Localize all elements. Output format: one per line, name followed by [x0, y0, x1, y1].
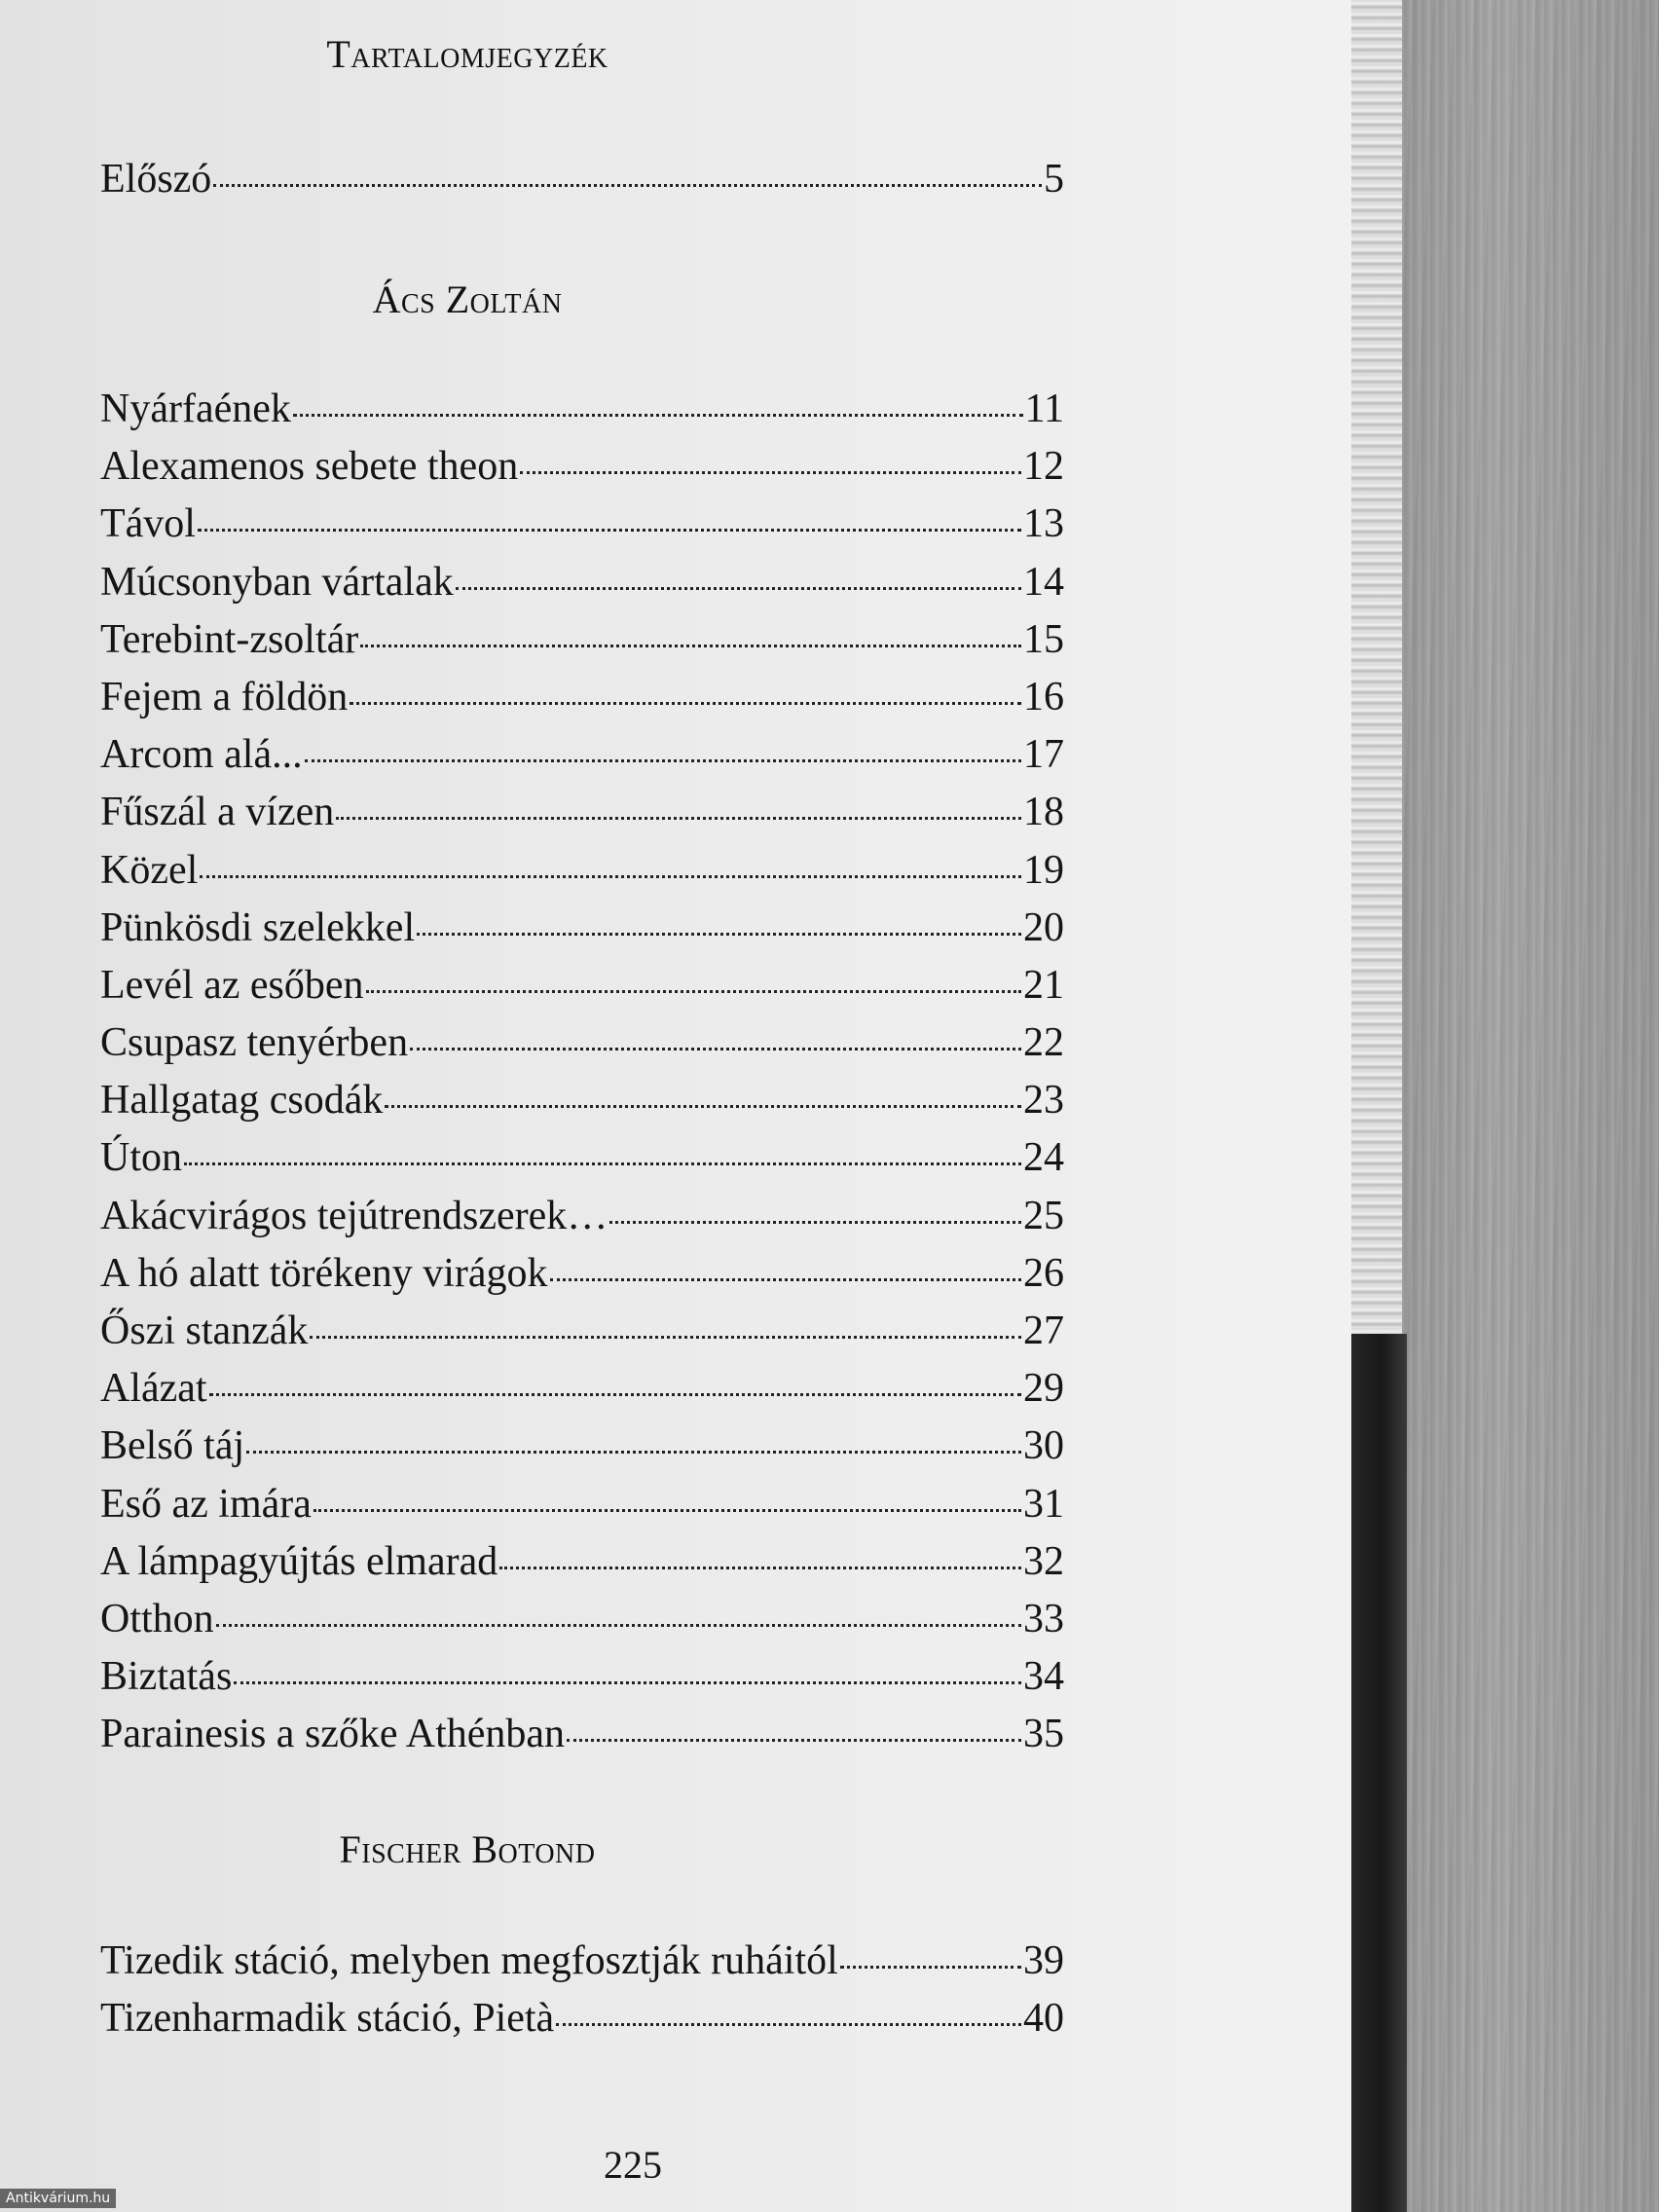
author-heading-acs: Ács Zoltán	[372, 277, 563, 321]
entry-title: A hó alatt törékeny virágok	[100, 1250, 548, 1296]
entry-title: Őszi stanzák	[100, 1309, 309, 1353]
entry-page: 29	[1023, 1366, 1064, 1412]
dot-leader	[410, 1048, 1021, 1051]
toc-row	[100, 962, 1064, 1019]
toc-row	[100, 616, 1064, 674]
entry-page: 27	[1023, 1309, 1064, 1353]
entry-page: 5	[1044, 157, 1064, 202]
watermark: Antikvárium.hu	[0, 2189, 116, 2208]
entry-title: Közel	[100, 847, 199, 893]
entry-page: 17	[1023, 732, 1064, 778]
entry-page: 21	[1023, 962, 1064, 1008]
dot-leader	[385, 1105, 1021, 1108]
toc-row	[100, 386, 1064, 443]
entry-title: Fűszál a vízen	[100, 790, 335, 835]
dot-leader	[417, 933, 1021, 936]
entry-page: 25	[1023, 1193, 1064, 1238]
toc-list-acs	[100, 386, 1064, 1769]
entry-title: Előszó	[100, 157, 212, 202]
dot-leader	[556, 2023, 1021, 2026]
entry-title: Otthon	[100, 1596, 214, 1641]
dot-leader	[360, 645, 1021, 647]
toc-list-fischer	[100, 1937, 1064, 2052]
toc-row	[100, 1711, 1064, 1768]
dot-leader	[336, 817, 1021, 820]
entry-title: Hallgatag csodák	[100, 1078, 384, 1124]
dot-leader	[609, 1221, 1021, 1224]
dot-leader	[234, 1681, 1021, 1684]
dot-leader	[366, 990, 1021, 993]
entry-page: 31	[1023, 1481, 1064, 1527]
dot-leader	[305, 759, 1021, 762]
toc-row	[100, 1995, 1064, 2052]
entry-page: 26	[1023, 1250, 1064, 1296]
toc-heading: Tartalomjegyzék	[326, 32, 608, 76]
entry-title: Biztatás	[100, 1654, 233, 1700]
entry-page: 32	[1023, 1538, 1064, 1584]
entry-page: 13	[1023, 501, 1064, 547]
entry-title: Pünkösdi szelekkel	[100, 904, 416, 950]
dot-leader	[350, 702, 1021, 705]
toc-row	[100, 1538, 1064, 1596]
entry-title: Alázat	[100, 1366, 207, 1412]
entry-page: 24	[1023, 1135, 1064, 1181]
entry-title: Tizedik stáció, melyben megfosztják ruháitól	[100, 1938, 838, 1983]
dot-leader	[499, 1567, 1021, 1569]
dot-leader	[293, 414, 1023, 417]
entry-title: Akácvirágos tejútrendszerek…	[100, 1193, 608, 1238]
wood-background	[1392, 0, 1659, 2212]
entry-page: 30	[1023, 1423, 1064, 1469]
entry-page: 14	[1023, 559, 1064, 605]
entry-page: 40	[1023, 1996, 1064, 2042]
entry-page: 12	[1023, 444, 1064, 490]
toc-row	[100, 1193, 1064, 1250]
author-heading-fischer: Fischer Botond	[339, 1827, 596, 1871]
page-number: 225	[604, 2143, 662, 2187]
entry-title: Úton	[100, 1135, 182, 1181]
entry-title: A lámpagyújtás elmarad	[100, 1538, 498, 1584]
toc-row	[100, 1134, 1064, 1192]
entry-title: Arcom alá...	[100, 732, 303, 778]
toc-row	[100, 1481, 1064, 1538]
entry-page: 23	[1023, 1078, 1064, 1124]
entry-page: 39	[1023, 1938, 1064, 1983]
entry-title: Alexamenos sebete theon	[100, 444, 519, 490]
toc-row	[100, 674, 1064, 731]
toc-row	[100, 789, 1064, 846]
dot-leader	[216, 1624, 1021, 1627]
entry-title: Terebint-zsoltár	[100, 616, 359, 662]
toc-row	[100, 1937, 1064, 1995]
dot-leader	[200, 875, 1021, 878]
preface-entry	[100, 156, 1064, 213]
entry-page: 22	[1023, 1020, 1064, 1066]
entry-page: 34	[1023, 1654, 1064, 1700]
toc-row	[100, 443, 1064, 500]
entry-page: 11	[1024, 387, 1064, 431]
entry-title: Távol	[100, 501, 196, 547]
entry-page: 15	[1023, 616, 1064, 662]
toc-row	[100, 156, 1064, 213]
toc-row	[100, 559, 1064, 616]
book-cover-edge	[1344, 1334, 1407, 2212]
toc-row	[100, 1365, 1064, 1422]
entry-page: 35	[1023, 1712, 1064, 1757]
toc-row	[100, 1019, 1064, 1077]
entry-page: 16	[1023, 674, 1064, 719]
entry-page: 18	[1023, 790, 1064, 835]
toc-row	[100, 1596, 1064, 1653]
entry-title: Belső táj	[100, 1423, 245, 1469]
dot-leader	[213, 184, 1042, 187]
dot-leader	[456, 587, 1021, 590]
dot-leader	[520, 471, 1021, 474]
dot-leader	[310, 1336, 1021, 1339]
entry-title: Nyárfaének	[100, 387, 291, 431]
dot-leader	[184, 1162, 1021, 1165]
entry-title: Fejem a földön	[100, 674, 349, 719]
toc-row	[100, 847, 1064, 904]
entry-title: Eső az imára	[100, 1481, 312, 1527]
dot-leader	[567, 1739, 1021, 1742]
entry-title: Tizenharmadik stáció, Pietà	[100, 1996, 555, 2042]
dot-leader	[209, 1393, 1021, 1396]
dot-leader	[198, 529, 1021, 532]
entry-page: 20	[1023, 904, 1064, 950]
dot-leader	[550, 1278, 1021, 1281]
dot-leader	[246, 1451, 1021, 1454]
entry-title: Csupasz tenyérben	[100, 1020, 409, 1066]
dot-leader	[840, 1966, 1021, 1969]
toc-row	[100, 1653, 1064, 1711]
toc-row	[100, 1422, 1064, 1480]
toc-row	[100, 1077, 1064, 1134]
toc-row	[100, 500, 1064, 558]
entry-title: Levél az esőben	[100, 962, 364, 1008]
entry-title: Múcsonyban vártalak	[100, 559, 454, 605]
dot-leader	[313, 1509, 1021, 1512]
entry-page: 19	[1023, 847, 1064, 893]
toc-row	[100, 1250, 1064, 1308]
toc-row	[100, 731, 1064, 789]
toc-row	[100, 904, 1064, 962]
bleed-through-text	[475, 29, 1059, 431]
entry-title: Parainesis a szőke Athénban	[100, 1712, 566, 1757]
entry-page: 33	[1023, 1596, 1064, 1641]
toc-row	[100, 1308, 1064, 1365]
